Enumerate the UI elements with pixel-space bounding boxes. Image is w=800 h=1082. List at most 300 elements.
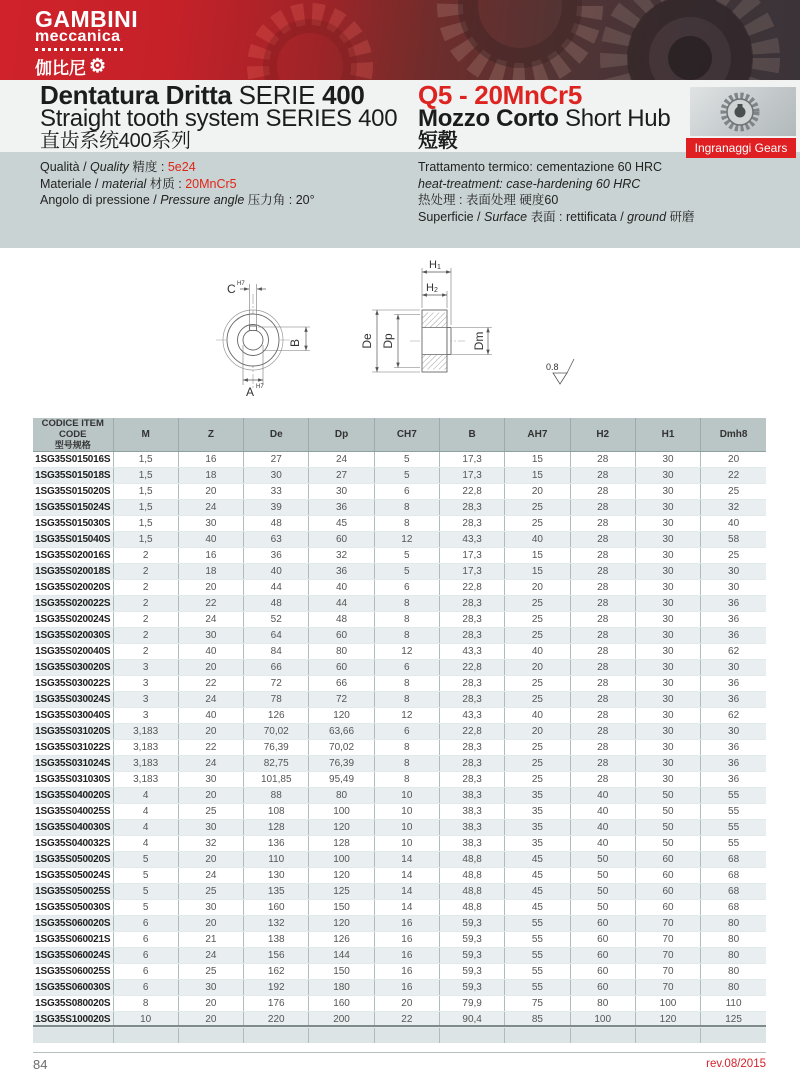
- value-cell: 28: [570, 644, 635, 660]
- value-cell: 17,3: [439, 548, 504, 564]
- value-cell: 18: [178, 564, 243, 580]
- value-cell: 30: [635, 772, 700, 788]
- column-header-b: B: [439, 418, 504, 452]
- value-cell: 90,4: [439, 1012, 504, 1028]
- dim-label-c: C: [227, 282, 236, 296]
- value-cell: 25: [505, 612, 570, 628]
- value-cell: 16: [178, 548, 243, 564]
- table-row: [33, 884, 766, 900]
- value-cell: 160: [244, 900, 309, 916]
- quality-label-cn: 精度 :: [128, 160, 168, 174]
- value-cell: 25: [505, 756, 570, 772]
- series-title-block: [40, 80, 398, 153]
- value-cell: 10: [374, 788, 439, 804]
- item-code-cell: 1SG35S060030S: [33, 980, 113, 996]
- item-code-cell: 1SG35S015016S: [33, 452, 113, 468]
- value-cell: 28,3: [439, 772, 504, 788]
- value-cell: 8: [374, 612, 439, 628]
- value-cell: 36: [701, 676, 766, 692]
- value-cell: 43,3: [439, 532, 504, 548]
- value-cell: 3,183: [113, 772, 178, 788]
- item-code-cell: 1SG35S050020S: [33, 852, 113, 868]
- item-code-cell: 1SG35S040025S: [33, 804, 113, 820]
- value-cell: 20: [178, 916, 243, 932]
- value-cell: 16: [178, 452, 243, 468]
- item-code-cell: 1SG35S015030S: [33, 516, 113, 532]
- value-cell: 32: [701, 500, 766, 516]
- value-cell: 30: [635, 452, 700, 468]
- value-cell: 1,5: [113, 500, 178, 516]
- value-cell: 70: [635, 980, 700, 996]
- value-cell: 50: [635, 820, 700, 836]
- value-cell: 128: [244, 820, 309, 836]
- value-cell: 30: [701, 580, 766, 596]
- value-cell: 55: [505, 932, 570, 948]
- value-cell: 28: [570, 516, 635, 532]
- value-cell: 144: [309, 948, 374, 964]
- item-code-cell: 1SG35S020030S: [33, 628, 113, 644]
- value-cell: 40: [505, 532, 570, 548]
- value-cell: 28: [570, 532, 635, 548]
- value-cell: 59,3: [439, 980, 504, 996]
- value-cell: 40: [178, 644, 243, 660]
- value-cell: 2: [113, 612, 178, 628]
- value-cell: 70,02: [244, 724, 309, 740]
- value-cell: 130: [244, 868, 309, 884]
- value-cell: 4: [113, 804, 178, 820]
- page-title-cn: 直齿系统400系列: [40, 130, 191, 152]
- value-cell: 55: [505, 916, 570, 932]
- revision-label: rev.08/2015: [706, 1058, 766, 1070]
- value-cell: 2: [113, 548, 178, 564]
- item-code-cell: 1SG35S080020S: [33, 996, 113, 1012]
- value-cell: 20: [178, 852, 243, 868]
- value-cell: 48,8: [439, 900, 504, 916]
- value-cell: 85: [505, 1012, 570, 1028]
- value-cell: 12: [374, 708, 439, 724]
- value-cell: 28,3: [439, 756, 504, 772]
- value-cell: 25: [701, 484, 766, 500]
- value-cell: 8: [374, 740, 439, 756]
- value-cell: 4: [113, 836, 178, 852]
- value-cell: 5: [113, 868, 178, 884]
- column-header-dmh8: Dmh8: [701, 418, 766, 452]
- item-code-cell: 1SG35S015018S: [33, 468, 113, 484]
- item-code-cell: 1SG35S031022S: [33, 740, 113, 756]
- column-header-ah7: AH7: [505, 418, 570, 452]
- value-cell: 3,183: [113, 724, 178, 740]
- value-cell: 20: [374, 996, 439, 1012]
- value-cell: 6: [374, 484, 439, 500]
- value-cell: 30: [635, 708, 700, 724]
- value-cell: 28: [570, 612, 635, 628]
- value-cell: 20: [178, 996, 243, 1012]
- empty-cell: [178, 1028, 243, 1043]
- quality-value: 5e24: [167, 160, 196, 174]
- item-code-cell: 1SG35S030040S: [33, 708, 113, 724]
- value-cell: 20: [178, 724, 243, 740]
- table-row: [33, 980, 766, 996]
- value-cell: 20: [178, 788, 243, 804]
- table-row: [33, 644, 766, 660]
- value-cell: 20: [178, 660, 243, 676]
- value-cell: 28: [570, 756, 635, 772]
- value-cell: 80: [701, 964, 766, 980]
- value-cell: 38,3: [439, 836, 504, 852]
- value-cell: 16: [374, 948, 439, 964]
- value-cell: 120: [309, 916, 374, 932]
- value-cell: 40: [309, 580, 374, 596]
- value-cell: 128: [309, 836, 374, 852]
- item-code-cell: 1SG35S031030S: [33, 772, 113, 788]
- column-header-m: M: [113, 418, 178, 452]
- value-cell: 162: [244, 964, 309, 980]
- value-cell: 28: [570, 596, 635, 612]
- value-cell: 35: [505, 836, 570, 852]
- heat-treatment-line-cn: 热处理 : 表面处理 硬度60: [418, 193, 559, 207]
- value-cell: 14: [374, 884, 439, 900]
- value-cell: 17,3: [439, 564, 504, 580]
- roughness-value: 0.8: [546, 362, 559, 372]
- material-grade-title: Q5 - 20MnCr5: [418, 80, 583, 110]
- item-code-cell: 1SG35S015020S: [33, 484, 113, 500]
- dim-label-dp: Dp: [381, 333, 395, 349]
- value-cell: 45: [505, 900, 570, 916]
- footer-rule: [33, 1052, 766, 1053]
- value-cell: 30: [635, 564, 700, 580]
- item-code-cell: 1SG35S050024S: [33, 868, 113, 884]
- value-cell: 48: [244, 516, 309, 532]
- value-cell: 8: [374, 756, 439, 772]
- value-cell: 22: [178, 740, 243, 756]
- value-cell: 59,3: [439, 932, 504, 948]
- value-cell: 36: [309, 564, 374, 580]
- value-cell: 55: [701, 836, 766, 852]
- title-italian: Dentatura Dritta: [40, 80, 232, 110]
- side-section-view: [360, 259, 492, 372]
- value-cell: 30: [178, 628, 243, 644]
- value-cell: 5: [113, 884, 178, 900]
- value-cell: 20: [178, 1012, 243, 1028]
- value-cell: 28,3: [439, 612, 504, 628]
- item-code-cell: 1SG35S030024S: [33, 692, 113, 708]
- value-cell: 120: [309, 820, 374, 836]
- value-cell: 55: [505, 980, 570, 996]
- value-cell: 30: [178, 516, 243, 532]
- title-series-number: 400: [322, 80, 365, 110]
- value-cell: 60: [309, 628, 374, 644]
- item-code-cell: 1SG35S031020S: [33, 724, 113, 740]
- value-cell: 28,3: [439, 500, 504, 516]
- technical-drawing: [0, 248, 800, 415]
- value-cell: 70: [635, 948, 700, 964]
- dim-label-c-tolerance: H7: [237, 281, 245, 287]
- value-cell: 30: [635, 628, 700, 644]
- item-code-cell: 1SG35S060021S: [33, 932, 113, 948]
- value-cell: 60: [570, 916, 635, 932]
- value-cell: 38,3: [439, 804, 504, 820]
- heat-treatment-line-it: Trattamento termico: cementazione 60 HRC: [418, 160, 663, 174]
- value-cell: 80: [570, 996, 635, 1012]
- value-cell: 25: [178, 964, 243, 980]
- dim-label-h1: H: [429, 259, 437, 271]
- value-cell: 48: [309, 612, 374, 628]
- value-cell: 80: [701, 980, 766, 996]
- value-cell: 28: [570, 692, 635, 708]
- value-cell: 40: [505, 644, 570, 660]
- value-cell: 3: [113, 676, 178, 692]
- value-cell: 2: [113, 580, 178, 596]
- value-cell: 3: [113, 708, 178, 724]
- value-cell: 16: [374, 964, 439, 980]
- value-cell: 100: [309, 852, 374, 868]
- value-cell: 76,39: [244, 740, 309, 756]
- value-cell: 68: [701, 900, 766, 916]
- value-cell: 20: [178, 580, 243, 596]
- value-cell: 2: [113, 628, 178, 644]
- item-code-cell: 1SG35S040030S: [33, 820, 113, 836]
- value-cell: 132: [244, 916, 309, 932]
- value-cell: 60: [570, 980, 635, 996]
- value-cell: 35: [505, 788, 570, 804]
- value-cell: 125: [309, 884, 374, 900]
- surface-label-en: Surface: [484, 209, 528, 224]
- value-cell: 22: [178, 676, 243, 692]
- value-cell: 20: [701, 452, 766, 468]
- value-cell: 30: [178, 820, 243, 836]
- value-cell: 28: [570, 500, 635, 516]
- brand-banner: [0, 0, 800, 80]
- value-cell: 24: [178, 692, 243, 708]
- value-cell: 1,5: [113, 532, 178, 548]
- value-cell: 6: [113, 980, 178, 996]
- table-row: [33, 756, 766, 772]
- value-cell: 36: [244, 548, 309, 564]
- front-view: [216, 281, 310, 399]
- table-row: [33, 804, 766, 820]
- value-cell: 20: [505, 580, 570, 596]
- value-cell: 1,5: [113, 452, 178, 468]
- value-cell: 40: [570, 820, 635, 836]
- value-cell: 40: [570, 804, 635, 820]
- value-cell: 30: [635, 660, 700, 676]
- value-cell: 6: [113, 964, 178, 980]
- value-cell: 80: [309, 644, 374, 660]
- value-cell: 28,3: [439, 516, 504, 532]
- value-cell: 32: [178, 836, 243, 852]
- value-cell: 62: [701, 708, 766, 724]
- table-row: [33, 660, 766, 676]
- column-header-ch7: CH7: [374, 418, 439, 452]
- empty-cell: [244, 1028, 309, 1043]
- value-cell: 8: [113, 996, 178, 1012]
- value-cell: 28,3: [439, 676, 504, 692]
- table-row: [33, 548, 766, 564]
- value-cell: 30: [309, 484, 374, 500]
- value-cell: 32: [309, 548, 374, 564]
- value-cell: 55: [701, 788, 766, 804]
- value-cell: 55: [505, 964, 570, 980]
- value-cell: 36: [701, 740, 766, 756]
- value-cell: 100: [635, 996, 700, 1012]
- value-cell: 48: [244, 596, 309, 612]
- value-cell: 25: [505, 596, 570, 612]
- table-row: [33, 612, 766, 628]
- material-spec-line: [40, 176, 315, 193]
- value-cell: 59,3: [439, 948, 504, 964]
- item-code-cell: 1SG35S020016S: [33, 548, 113, 564]
- value-cell: 8: [374, 500, 439, 516]
- hub-type-en: Short Hub: [558, 105, 671, 132]
- table-row: [33, 516, 766, 532]
- empty-cell: [570, 1028, 635, 1043]
- value-cell: 40: [178, 532, 243, 548]
- value-cell: 24: [178, 948, 243, 964]
- value-cell: 25: [505, 676, 570, 692]
- item-code-cell: 1SG35S030020S: [33, 660, 113, 676]
- value-cell: 66: [309, 676, 374, 692]
- value-cell: 43,3: [439, 644, 504, 660]
- dim-label-h2: H: [426, 282, 434, 294]
- value-cell: 40: [244, 564, 309, 580]
- value-cell: 78: [244, 692, 309, 708]
- value-cell: 12: [374, 644, 439, 660]
- table-row: [33, 564, 766, 580]
- value-cell: 6: [374, 660, 439, 676]
- value-cell: 24: [178, 756, 243, 772]
- item-code-cell: 1SG35S060020S: [33, 916, 113, 932]
- value-cell: 22: [374, 1012, 439, 1028]
- value-cell: 68: [701, 868, 766, 884]
- table-row: [33, 932, 766, 948]
- table-row: [33, 964, 766, 980]
- value-cell: 45: [309, 516, 374, 532]
- value-cell: 80: [309, 788, 374, 804]
- material-label: Materiale /: [40, 176, 102, 191]
- surface-roughness-symbol: [546, 359, 574, 384]
- value-cell: 30: [701, 660, 766, 676]
- pressure-angle-value: 压力角 : 20°: [244, 193, 315, 207]
- value-cell: 8: [374, 676, 439, 692]
- value-cell: 36: [701, 772, 766, 788]
- value-cell: 63,66: [309, 724, 374, 740]
- value-cell: 59,3: [439, 964, 504, 980]
- quality-label-en: Quality: [90, 160, 129, 174]
- item-code-cell: 1SG35S050025S: [33, 884, 113, 900]
- value-cell: 5: [374, 468, 439, 484]
- value-cell: 80: [701, 932, 766, 948]
- value-cell: 15: [505, 468, 570, 484]
- item-code-cell: 1SG35S040032S: [33, 836, 113, 852]
- value-cell: 3: [113, 692, 178, 708]
- value-cell: 40: [570, 788, 635, 804]
- table-row: [33, 532, 766, 548]
- value-cell: 28: [570, 468, 635, 484]
- value-cell: 14: [374, 868, 439, 884]
- value-cell: 28: [570, 484, 635, 500]
- value-cell: 15: [505, 548, 570, 564]
- value-cell: 25: [505, 516, 570, 532]
- logo-divider: [35, 48, 123, 51]
- table-row: [33, 820, 766, 836]
- value-cell: 60: [635, 900, 700, 916]
- surface-value-cn: 研磨: [666, 209, 695, 224]
- item-code-cell: 1SG35S020040S: [33, 644, 113, 660]
- value-cell: 6: [374, 724, 439, 740]
- value-cell: 150: [309, 900, 374, 916]
- value-cell: 80: [701, 948, 766, 964]
- hub-extension: [447, 328, 451, 355]
- value-cell: 6: [113, 948, 178, 964]
- pressure-angle-label-en: Pressure angle: [160, 193, 245, 207]
- table-row: [33, 948, 766, 964]
- item-code-header-cn: 型号规格: [54, 440, 91, 450]
- material-label-en: material: [101, 176, 147, 191]
- value-cell: 55: [701, 820, 766, 836]
- value-cell: 24: [178, 612, 243, 628]
- value-cell: 100: [309, 804, 374, 820]
- value-cell: 28: [570, 660, 635, 676]
- item-code-cell: 1SG35S100020S: [33, 1012, 113, 1028]
- keyway: [250, 326, 257, 331]
- value-cell: 52: [244, 612, 309, 628]
- table-row: [33, 772, 766, 788]
- value-cell: 45: [505, 868, 570, 884]
- dim-label-de: De: [360, 333, 374, 349]
- value-cell: 3,183: [113, 740, 178, 756]
- item-code-cell: 1SG35S015040S: [33, 532, 113, 548]
- value-cell: 70: [635, 932, 700, 948]
- value-cell: 25: [505, 740, 570, 756]
- value-cell: 160: [309, 996, 374, 1012]
- table-row: [33, 452, 766, 468]
- value-cell: 28: [570, 548, 635, 564]
- value-cell: 55: [701, 804, 766, 820]
- thumbnail-gear-image: [690, 87, 796, 136]
- value-cell: 68: [701, 884, 766, 900]
- value-cell: 30: [635, 612, 700, 628]
- value-cell: 25: [505, 628, 570, 644]
- empty-cell: [33, 1028, 113, 1043]
- value-cell: 24: [309, 452, 374, 468]
- content-bottom-rule: [33, 1025, 766, 1027]
- value-cell: 36: [701, 756, 766, 772]
- quality-spec-line: [40, 159, 315, 176]
- value-cell: 110: [244, 852, 309, 868]
- value-cell: 4: [113, 820, 178, 836]
- gear-icon: ⚙: [89, 55, 107, 77]
- value-cell: 45: [505, 884, 570, 900]
- value-cell: 120: [635, 1012, 700, 1028]
- value-cell: 72: [309, 692, 374, 708]
- value-cell: 24: [178, 868, 243, 884]
- material-value: 20MnCr5: [185, 176, 237, 191]
- value-cell: 50: [570, 900, 635, 916]
- value-cell: 21: [178, 932, 243, 948]
- value-cell: 28: [570, 628, 635, 644]
- pressure-angle-label: Angolo di pressione /: [40, 193, 161, 207]
- value-cell: 35: [505, 804, 570, 820]
- value-cell: 28,3: [439, 628, 504, 644]
- value-cell: 22,8: [439, 724, 504, 740]
- item-code-cell: 1SG35S040020S: [33, 788, 113, 804]
- value-cell: 76,39: [309, 756, 374, 772]
- column-header-item-code: [33, 418, 113, 452]
- item-code-cell: 1SG35S020020S: [33, 580, 113, 596]
- value-cell: 35: [505, 820, 570, 836]
- table-row: [33, 484, 766, 500]
- value-cell: 5: [374, 548, 439, 564]
